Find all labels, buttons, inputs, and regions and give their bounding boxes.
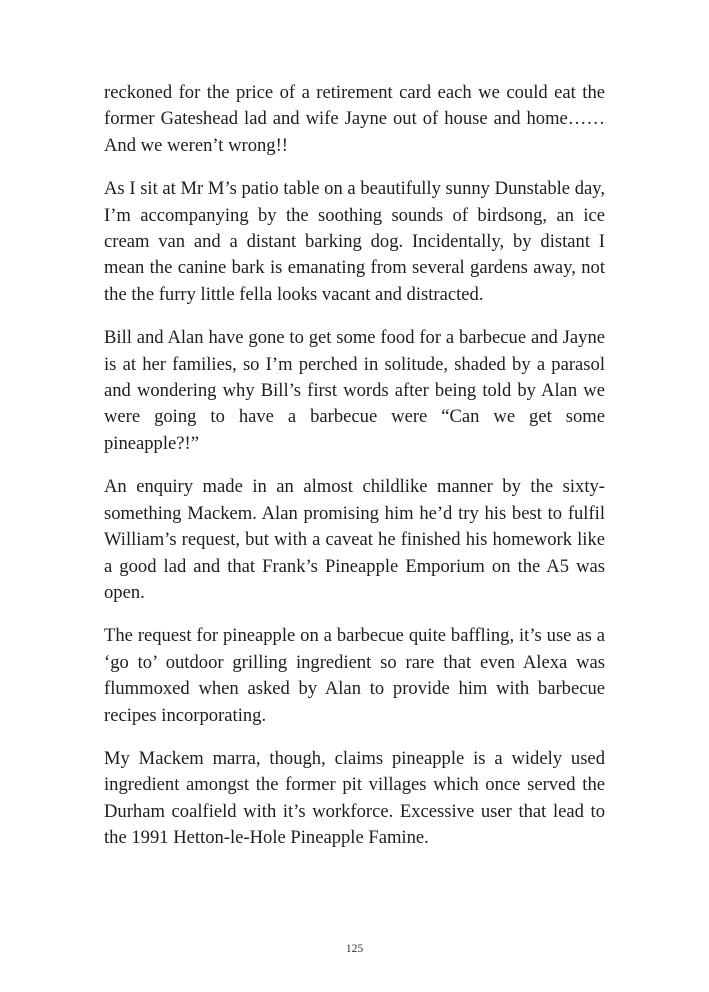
paragraph-1: reckoned for the price of a retirement card each we could eat the former Gateshead lad and wife Jayne out of house and home…… And we weren’t wrong!! bbox=[104, 82, 605, 156]
paragraph-4: An enquiry made in an almost childlike manner by the sixty-something Mackem. Alan promising him he’d try his best to fulfil William’s request, but with a caveat he finished his homework like a good lad and that Frank’s Pineapple Emporium on the A5 was open. bbox=[104, 476, 605, 603]
page-body bbox=[104, 80, 605, 869]
paragraph-6: My Mackem marra, though, claims pineapple is a widely used ingredient amongst the former pit villages which once served the Durham coalfield with it’s workforce. Excessive user that lead to the 1991 Hetton-le-Hole Pineapple Famine. bbox=[104, 747, 605, 849]
paragraph-2: As I sit at Mr M’s patio table on a beautifully sunny Dunstable day, I’m accompanying by the soothing sounds of birdsong, an ice cream van and a distant barking dog. Incidentally, by distant I mean the canine bark is emanating from several gardens away, not the the furry little fella looks vacant and distracted. bbox=[104, 178, 605, 305]
page-number: 125 bbox=[345, 943, 364, 955]
paragraph-5: The request for pineapple on a barbecue quite baffling, it’s use as a ‘go to’ outdoor grilling ingredient so rare that even Alexa was flummoxed when asked by Alan to provide him with barbecue recipes incorporating. bbox=[104, 625, 605, 726]
paragraph-3: Bill and Alan have gone to get some food for a barbecue and Jayne is at her families, so I’m perched in solitude, shaded by a parasol and wondering why Bill’s first words after being told by Alan we were going to have a barbecue were “Can we get some pineapple?!” bbox=[104, 327, 605, 454]
